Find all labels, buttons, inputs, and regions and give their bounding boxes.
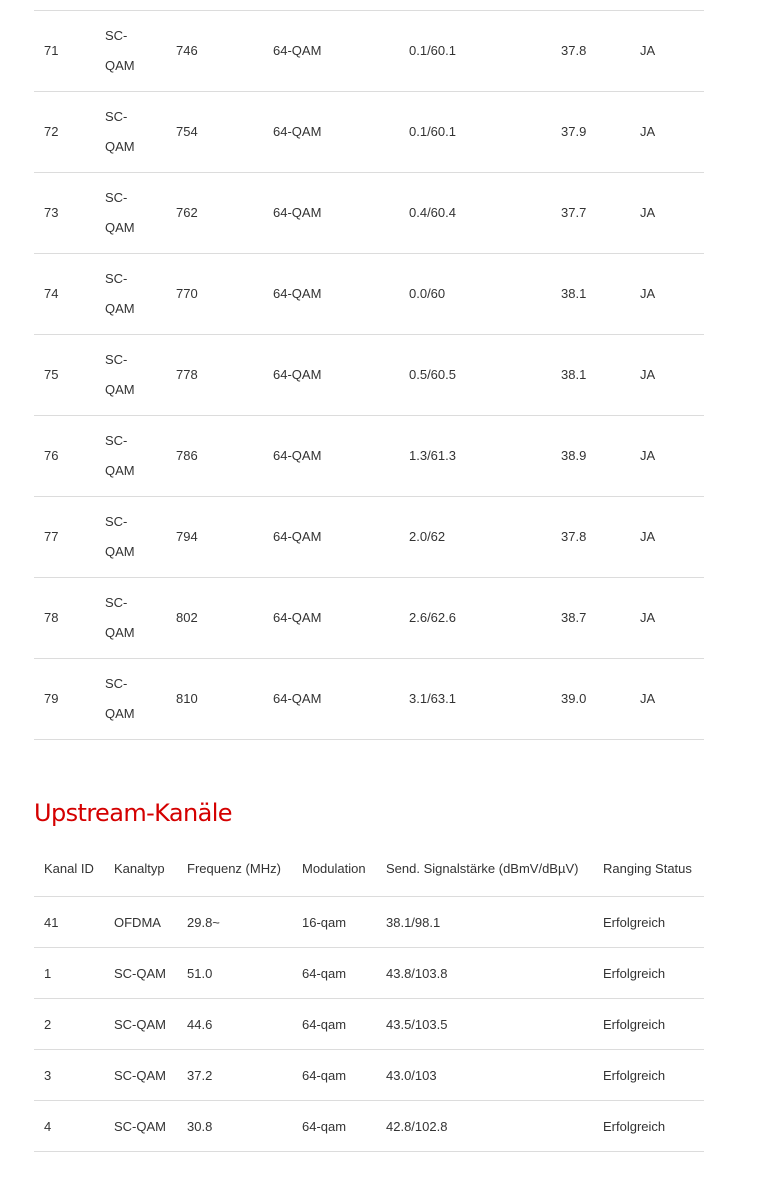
- column-header-ranging-status: Ranging Status: [593, 846, 704, 897]
- channel-id: 4: [34, 1101, 104, 1152]
- channel-type: SC-QAM: [104, 948, 177, 999]
- channel-type: SC- QAM: [95, 335, 166, 416]
- channel-type: SC- QAM: [95, 659, 166, 740]
- channel-id: 76: [34, 416, 95, 497]
- column-header-modulation: Modulation: [292, 846, 376, 897]
- channel-locked: JA: [630, 497, 704, 578]
- channel-type: SC- QAM: [95, 92, 166, 173]
- channel-frequency: 770: [166, 254, 263, 335]
- channel-frequency: 754: [166, 92, 263, 173]
- channel-type: SC- QAM: [95, 578, 166, 659]
- channel-id: 1: [34, 948, 104, 999]
- channel-frequency: 810: [166, 659, 263, 740]
- channel-id: 75: [34, 335, 95, 416]
- channel-snr: 37.8: [551, 11, 630, 92]
- channel-modulation: 64-QAM: [263, 578, 399, 659]
- channel-type: SC- QAM: [95, 416, 166, 497]
- channel-snr: 37.7: [551, 173, 630, 254]
- channel-modulation: 16-qam: [292, 897, 376, 948]
- channel-frequency: 37.2: [177, 1050, 292, 1101]
- channel-modulation: 64-QAM: [263, 173, 399, 254]
- table-row: [34, 254, 704, 335]
- table-row: [34, 1101, 704, 1152]
- channel-modulation: 64-qam: [292, 1050, 376, 1101]
- channel-ranging-status: Erfolgreich: [593, 948, 704, 999]
- channel-ranging-status: Erfolgreich: [593, 1101, 704, 1152]
- channel-modulation: 64-QAM: [263, 335, 399, 416]
- upstream-section-title: Upstream-Kanäle: [34, 799, 232, 827]
- channel-id: 71: [34, 11, 95, 92]
- column-header-frequency: Frequenz (MHz): [177, 846, 292, 897]
- channel-frequency: 762: [166, 173, 263, 254]
- downstream-table: [34, 10, 704, 740]
- channel-modulation: 64-qam: [292, 999, 376, 1050]
- channel-type: SC- QAM: [95, 11, 166, 92]
- table-row: [34, 948, 704, 999]
- table-row: [34, 173, 704, 254]
- channel-ranging-status: Erfolgreich: [593, 897, 704, 948]
- channel-id: 72: [34, 92, 95, 173]
- table-row: [34, 578, 704, 659]
- channel-modulation: 64-QAM: [263, 254, 399, 335]
- channel-frequency: 794: [166, 497, 263, 578]
- channel-frequency: 746: [166, 11, 263, 92]
- channel-frequency: 29.8~: [177, 897, 292, 948]
- channel-snr: 38.7: [551, 578, 630, 659]
- table-row: [34, 897, 704, 948]
- channel-power: 3.1/63.1: [399, 659, 551, 740]
- table-row: [34, 92, 704, 173]
- channel-type: SC- QAM: [95, 173, 166, 254]
- channel-frequency: 802: [166, 578, 263, 659]
- channel-id: 41: [34, 897, 104, 948]
- channel-power: 2.6/62.6: [399, 578, 551, 659]
- channel-power: 1.3/61.3: [399, 416, 551, 497]
- channel-id: 78: [34, 578, 95, 659]
- table-row: [34, 416, 704, 497]
- channel-power: 0.1/60.1: [399, 92, 551, 173]
- table-row: [34, 659, 704, 740]
- channel-ranging-status: Erfolgreich: [593, 999, 704, 1050]
- table-row: [34, 999, 704, 1050]
- channel-snr: 38.9: [551, 416, 630, 497]
- channel-frequency: 30.8: [177, 1101, 292, 1152]
- channel-modulation: 64-QAM: [263, 416, 399, 497]
- table-row: [34, 497, 704, 578]
- channel-tables: [34, 10, 704, 1152]
- channel-locked: JA: [630, 659, 704, 740]
- channel-id: 2: [34, 999, 104, 1050]
- upstream-table: [34, 846, 704, 1152]
- channel-frequency: 786: [166, 416, 263, 497]
- channel-power: 0.5/60.5: [399, 335, 551, 416]
- table-row: [34, 11, 704, 92]
- channel-power: 0.4/60.4: [399, 173, 551, 254]
- channel-id: 77: [34, 497, 95, 578]
- channel-power: 43.8/103.8: [376, 948, 593, 999]
- channel-locked: JA: [630, 254, 704, 335]
- channel-id: 74: [34, 254, 95, 335]
- column-header-channel-type: Kanaltyp: [104, 846, 177, 897]
- channel-frequency: 51.0: [177, 948, 292, 999]
- channel-id: 73: [34, 173, 95, 254]
- table-header-row: [34, 846, 704, 897]
- channel-locked: JA: [630, 173, 704, 254]
- channel-type: SC-QAM: [104, 1101, 177, 1152]
- channel-power: 43.0/103: [376, 1050, 593, 1101]
- channel-type: SC-QAM: [104, 999, 177, 1050]
- channel-locked: JA: [630, 11, 704, 92]
- channel-modulation: 64-qam: [292, 1101, 376, 1152]
- channel-power: 0.0/60: [399, 254, 551, 335]
- channel-locked: JA: [630, 92, 704, 173]
- column-header-channel-id: Kanal ID: [34, 846, 104, 897]
- channel-snr: 38.1: [551, 254, 630, 335]
- channel-power: 42.8/102.8: [376, 1101, 593, 1152]
- table-row: [34, 1050, 704, 1101]
- channel-modulation: 64-QAM: [263, 659, 399, 740]
- channel-type: SC- QAM: [95, 254, 166, 335]
- channel-snr: 38.1: [551, 335, 630, 416]
- channel-power: 43.5/103.5: [376, 999, 593, 1050]
- channel-locked: JA: [630, 416, 704, 497]
- channel-frequency: 778: [166, 335, 263, 416]
- channel-locked: JA: [630, 578, 704, 659]
- channel-power: 0.1/60.1: [399, 11, 551, 92]
- channel-power: 2.0/62: [399, 497, 551, 578]
- channel-modulation: 64-QAM: [263, 497, 399, 578]
- table-row: [34, 335, 704, 416]
- channel-modulation: 64-qam: [292, 948, 376, 999]
- channel-frequency: 44.6: [177, 999, 292, 1050]
- channel-type: OFDMA: [104, 897, 177, 948]
- channel-id: 79: [34, 659, 95, 740]
- channel-snr: 39.0: [551, 659, 630, 740]
- channel-ranging-status: Erfolgreich: [593, 1050, 704, 1101]
- channel-type: SC- QAM: [95, 497, 166, 578]
- channel-modulation: 64-QAM: [263, 11, 399, 92]
- channel-modulation: 64-QAM: [263, 92, 399, 173]
- channel-type: SC-QAM: [104, 1050, 177, 1101]
- channel-id: 3: [34, 1050, 104, 1101]
- channel-power: 38.1/98.1: [376, 897, 593, 948]
- column-header-power: Send. Signalstärke (dBmV/dBµV): [376, 846, 593, 897]
- channel-locked: JA: [630, 335, 704, 416]
- channel-snr: 37.8: [551, 497, 630, 578]
- channel-snr: 37.9: [551, 92, 630, 173]
